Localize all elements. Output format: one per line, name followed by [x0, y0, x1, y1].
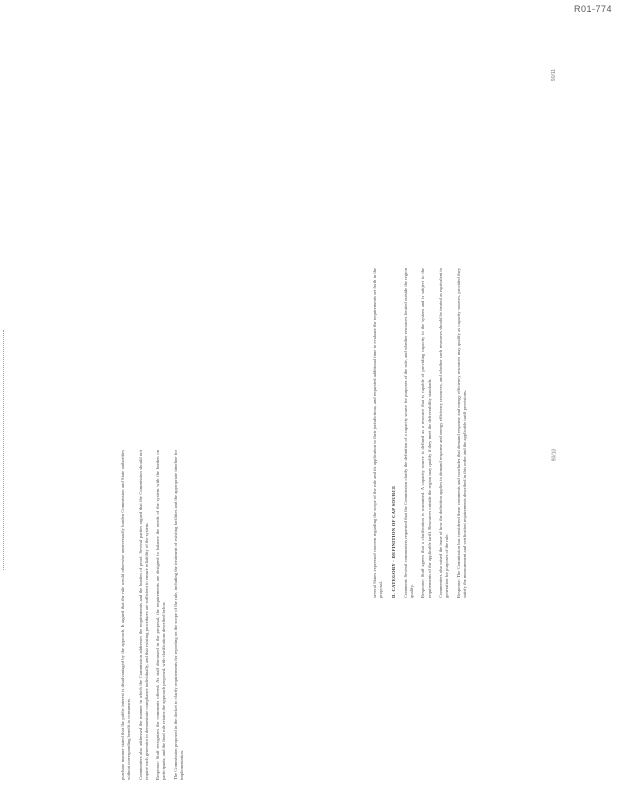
- left-text-column: [120, 450, 200, 780]
- binding-edge-marks: [3, 330, 6, 570]
- document-id: R01-774: [573, 4, 612, 14]
- right-text-column: [372, 268, 618, 598]
- page-number-right: 90/11: [551, 68, 558, 82]
- left-paragraph-4: The Commission proposed in the docket to clarify requirements for reporting on the scope of the rule, including the treatment of existing facilities and the appropriate timeline for implementation.: [172, 450, 185, 780]
- right-paragraph-5: Response: The Commission has considered these comments and concludes that demand response and energy efficiency resources may qualify as capacity sources, provided they satisfy the measurement and verification requirements described in this order and the applicable tariff provisions.: [455, 268, 467, 598]
- section-heading: D. CATEGORY - DEFINITION OF CAP SOURCE: [390, 485, 396, 598]
- left-paragraph-2: Commenters also addressed the manner in which the Commission addresses the requirements and the burden of proof. Several parties argued that the Commission should not require each generator to demonstrate compliance individually, and that existing procedures are sufficient to ensure reliability of the system.: [137, 450, 149, 780]
- left-paragraph-1: purchase manner stated that the public interest is disadvantaged by the approach. It argued that the rule would otherwise unnecessarily burden Commission and State authorities without corresponding benefit to consumers.: [120, 450, 132, 780]
- right-paragraph-2: Comment: Several commenters requested that the Commission clarify the definition of a capacity source for purposes of the rule, and whether resources located outside the region qualify.: [402, 268, 415, 598]
- page-number-left: 90/10: [551, 448, 558, 462]
- right-paragraph-3: Response: Staff agrees that a clarification is warranted. A capacity source is defined as a resource that is capable of providing capacity to the system and is subject to the requirements of the applicable tariff. Resources outside the region may qualify if they meet the deliverability standards.: [420, 268, 432, 598]
- left-paragraph-3: Response: Staff recognizes the comments offered. As staff discussed in the proposal, the requirements are designed to balance the needs of the system with the burden on participants, and the final rule retains the approach proposed, with clarifications described below.: [155, 450, 167, 780]
- right-paragraph-4: Commenters also raised the issue of how the definition applies to demand response and energy efficiency resources, and whether such resources should be treated as equivalent to generation for purposes of the rule.: [438, 268, 450, 598]
- right-paragraph-1: several States expressed concern regarding the scope of the rule and its application to their jurisdictions, and requested additional time to evaluate the requirements set forth in the proposal.: [372, 268, 384, 598]
